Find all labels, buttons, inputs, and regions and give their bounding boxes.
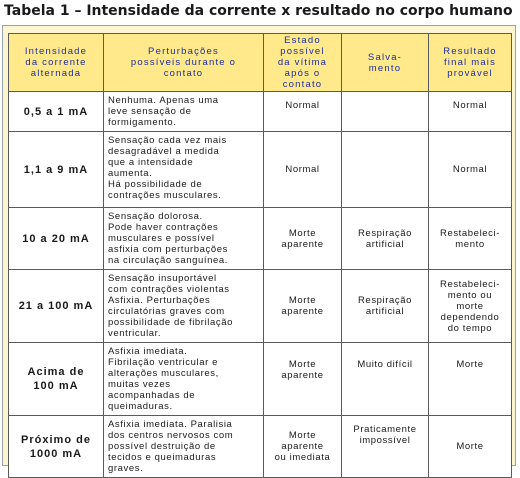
intensity-cell: 10 a 20 mA	[9, 208, 104, 270]
rescue-cell: Respiração artificial	[342, 208, 429, 270]
disturbances-cell: Asfixia imediata. Paralisia dos centros nervosos com possível destruição de tecidos e queimaduras graves.	[104, 416, 264, 478]
victim-state-cell: Morte aparente	[264, 208, 342, 270]
intensity-cell: 1,1 a 9 mA	[9, 132, 104, 208]
header-victim-state: Estado possível da vítima após o contato	[264, 34, 342, 92]
table-row	[9, 208, 512, 270]
table-row	[9, 92, 512, 132]
header-rescue: Salva- mento	[342, 34, 429, 92]
final-result-cell: Morte	[429, 343, 512, 416]
intensity-cell: Próximo de 1000 mA	[9, 416, 104, 478]
rescue-cell	[342, 92, 429, 132]
victim-state-cell: Morte aparente	[264, 343, 342, 416]
table-row	[9, 270, 512, 343]
victim-state-cell: Normal	[264, 132, 342, 208]
rescue-cell: Respiração artificial	[342, 270, 429, 343]
table-row	[9, 132, 512, 208]
victim-state-cell: Normal	[264, 92, 342, 132]
table-row	[9, 343, 512, 416]
final-result-cell: Morte	[429, 416, 512, 478]
intensity-cell: 0,5 a 1 mA	[9, 92, 104, 132]
rescue-cell: Praticamente impossível	[342, 416, 429, 478]
final-result-cell: Restabeleci- mento ou morte dependendo do tempo	[429, 270, 512, 343]
rescue-cell: Muito difícil	[342, 343, 429, 416]
victim-state-cell: Morte aparente	[264, 270, 342, 343]
disturbances-cell: Nenhuma. Apenas uma leve sensação de formigamento.	[104, 92, 264, 132]
intensity-cell: Acima de 100 mA	[9, 343, 104, 416]
final-result-cell: Normal	[429, 92, 512, 132]
table-row	[9, 416, 512, 478]
disturbances-cell: Sensação dolorosa. Pode haver contrações musculares e possível asfixia com perturbações na circulação sanguínea.	[104, 208, 264, 270]
table-caption: Tabela 1 – Intensidade da corrente x resultado no corpo humano	[4, 3, 513, 19]
header-intensity: Intensidade da corrente alternada	[9, 34, 104, 92]
table-header-row	[9, 34, 512, 92]
disturbances-cell: Asfixia imediata. Fibrilação ventricular e alterações musculares, muitas vezes acompanhadas de queimaduras.	[104, 343, 264, 416]
current-effects-table	[8, 33, 512, 478]
victim-state-cell: Morte aparente ou imediata	[264, 416, 342, 478]
disturbances-cell: Sensação cada vez mais desagradável a medida que a intensidade aumenta. Há possibilidade de contrações musculares.	[104, 132, 264, 208]
header-final-result: Resultado final mais provável	[429, 34, 512, 92]
intensity-cell: 21 a 100 mA	[9, 270, 104, 343]
final-result-cell: Normal	[429, 132, 512, 208]
rescue-cell	[342, 132, 429, 208]
disturbances-cell: Sensação insuportável com contrações violentas Asfixia. Perturbações circulatórias graves com possibilidade de fibrilação ventricular.	[104, 270, 264, 343]
final-result-cell: Restabeleci- mento	[429, 208, 512, 270]
header-disturbances: Perturbações possíveis durante o contato	[104, 34, 264, 92]
